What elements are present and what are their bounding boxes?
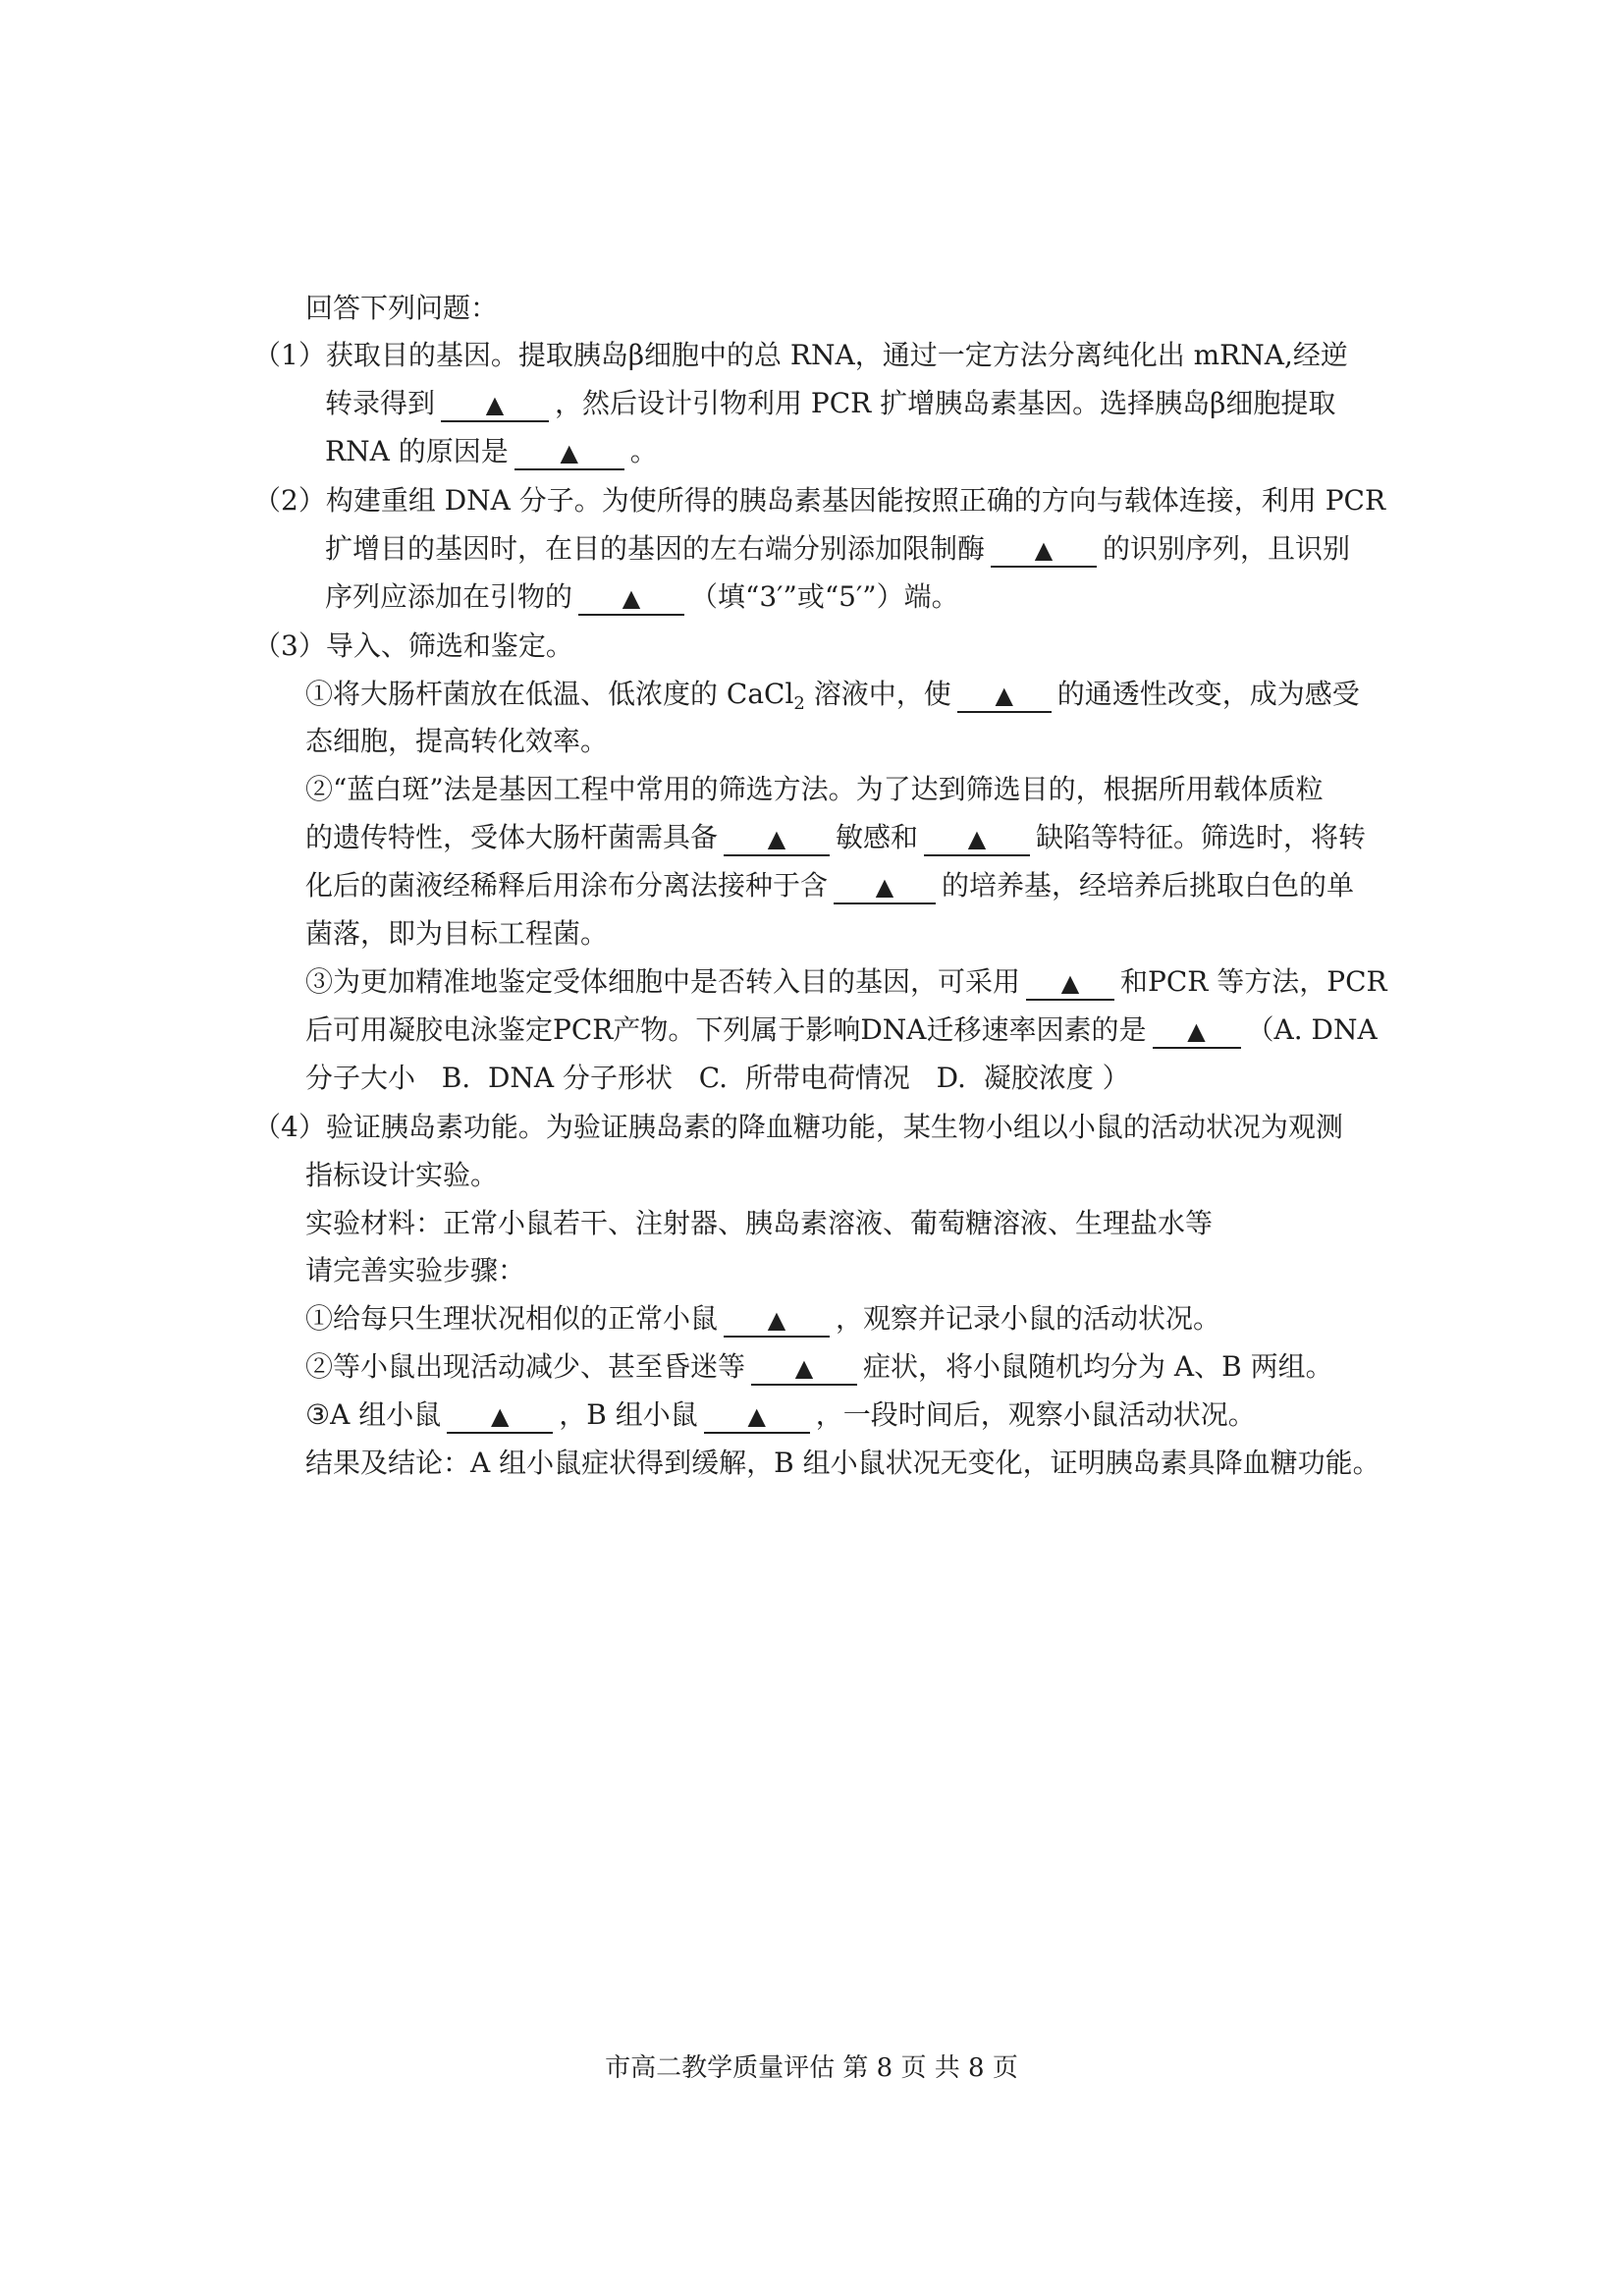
q1-text: 转录得到	[325, 387, 436, 419]
footer-text: 市高二教学质量评估 第 8 页 共 8 页	[605, 2053, 1018, 2083]
q3-text: ①将大肠杆菌放在低温、低浓度的 CaCl	[305, 678, 794, 710]
q4-text: ，观察并记录小鼠的活动状况。	[836, 1302, 1221, 1335]
q4-line-1	[253, 1108, 1343, 1147]
q4-text: 实验材料：正常小鼠若干、注射器、胰岛素溶液、葡萄糖溶液、生理盐水等	[305, 1207, 1214, 1239]
q3-text: 的通透性改变，成为感受	[1056, 678, 1360, 710]
answer-blank[interactable]	[578, 581, 684, 616]
answer-blank[interactable]	[441, 388, 549, 422]
answer-blank[interactable]	[447, 1399, 553, 1434]
q4-steps-title	[305, 1251, 525, 1290]
q1-line-3	[325, 432, 658, 471]
triangle-marker-icon: ▲	[622, 584, 641, 612]
q3-step1-line-2	[305, 722, 608, 761]
q1-text: RNA 的原因是	[325, 435, 509, 467]
q2-text: 扩增目的基因时，在目的基因的左右端分别添加限制酶	[325, 532, 986, 565]
answer-blank[interactable]	[1153, 1014, 1241, 1049]
triangle-marker-icon: ▲	[485, 391, 505, 418]
q4-materials	[305, 1204, 1213, 1243]
intro-text: 回答下列问题：	[305, 292, 499, 324]
q3-text: 后可用凝胶电泳鉴定PCR产物。下列属于影响DNA迁移速率因素的是	[305, 1013, 1147, 1046]
q3-text: 分子大小 B. DNA 分子形状 C. 所带电荷情况 D. 凝胶浓度 ）	[305, 1062, 1130, 1094]
answer-blank[interactable]	[724, 822, 830, 856]
q2-text: （填“3′”或“5′”）端。	[690, 580, 959, 613]
q2-line-3	[325, 577, 959, 617]
answer-blank[interactable]	[991, 533, 1097, 568]
answer-blank[interactable]	[1026, 966, 1114, 1001]
q3-step3-line-2	[305, 1011, 1378, 1050]
q4-text: 结果及结论：A 组小鼠症状得到缓解，B 组小鼠状况无变化，证明胰岛素具降血糖功能。	[305, 1447, 1380, 1479]
answer-blank[interactable]	[724, 1303, 830, 1338]
q3-step3-line-3	[305, 1059, 1130, 1098]
answer-blank[interactable]	[514, 436, 624, 470]
triangle-marker-icon: ▲	[491, 1402, 510, 1430]
q3-text: 和PCR 等方法，PCR	[1120, 965, 1387, 998]
q4-text: ，一段时间后，观察小鼠活动状况。	[815, 1398, 1256, 1431]
triangle-marker-icon: ▲	[875, 873, 894, 901]
q4-text: ，B 组小鼠	[559, 1398, 698, 1431]
q3-text: 态细胞，提高转化效率。	[305, 725, 609, 757]
q4-step-1	[305, 1299, 1220, 1339]
q4-step-3	[305, 1395, 1256, 1435]
q3-step2-line-1	[305, 770, 1324, 809]
q4-step-2	[305, 1347, 1333, 1387]
q4-text: ③A 组小鼠	[305, 1398, 442, 1431]
triangle-marker-icon: ▲	[794, 1354, 814, 1382]
q1-text: 。	[629, 435, 658, 467]
answer-blank[interactable]	[924, 822, 1030, 856]
q3-text: （3）导入、筛选和鉴定。	[253, 629, 573, 662]
triangle-marker-icon: ▲	[560, 439, 578, 466]
q3-step2-line-4	[305, 914, 608, 954]
triangle-marker-icon: ▲	[1060, 969, 1080, 997]
q1-line-1	[253, 336, 1348, 375]
q2-text: （2）构建重组 DNA 分子。为使所得的胰岛素基因能按照正确的方向与载体连接，利用 PCR	[253, 484, 1386, 517]
intro-line	[305, 289, 498, 328]
q3-text: ③为更加精准地鉴定受体细胞中是否转入目的基因，可采用	[305, 965, 1021, 998]
q4-text: 请完善实验步骤：	[305, 1254, 526, 1286]
triangle-marker-icon: ▲	[995, 682, 1013, 709]
triangle-marker-icon: ▲	[1034, 536, 1054, 564]
triangle-marker-icon: ▲	[767, 1306, 786, 1334]
q3-text: 的遗传特性，受体大肠杆菌需具备	[305, 821, 719, 853]
q1-line-2	[325, 384, 1335, 423]
q4-text: ②等小鼠出现活动减少、甚至昏迷等	[305, 1350, 746, 1383]
q1-text: （1）获取目的基因。提取胰岛β细胞中的总 RNA，通过一定方法分离纯化出 mRNA,经逆	[253, 339, 1348, 371]
answer-blank[interactable]	[957, 679, 1052, 713]
triangle-marker-icon: ▲	[1187, 1017, 1206, 1045]
q3-step2-line-3	[305, 866, 1354, 905]
q3-text: （A. DNA	[1246, 1013, 1378, 1046]
q3-text: 溶液中，使	[804, 678, 951, 710]
q4-text: 指标设计实验。	[305, 1159, 499, 1191]
q3-text: 菌落，即为目标工程菌。	[305, 917, 609, 950]
q3-step3-line-1	[305, 962, 1387, 1002]
q3-line-1	[253, 627, 573, 666]
q1-text: ，然后设计引物利用 PCR 扩增胰岛素基因。选择胰岛β细胞提取	[555, 387, 1336, 419]
q2-line-2	[325, 529, 1350, 569]
answer-blank[interactable]	[834, 870, 936, 904]
q4-result	[305, 1444, 1380, 1483]
q3-step2-line-2	[305, 818, 1366, 857]
q4-text: （4）验证胰岛素功能。为验证胰岛素的降血糖功能，某生物小组以小鼠的活动状况为观测	[253, 1111, 1343, 1143]
q3-text: 的培养基，经培养后挑取白色的单	[942, 869, 1355, 902]
answer-blank[interactable]	[704, 1399, 810, 1434]
subscript: 2	[793, 693, 805, 714]
q4-text: 症状，将小鼠随机均分为 A、B 两组。	[863, 1350, 1333, 1383]
q3-text: 缺陷等特征。筛选时，将转	[1036, 821, 1367, 853]
q2-text: 的识别序列，且识别	[1103, 532, 1351, 565]
q4-line-2	[305, 1156, 498, 1195]
q3-text: ②“蓝白斑”法是基因工程中常用的筛选方法。为了达到筛选目的，根据所用载体质粒	[305, 773, 1324, 805]
q2-text: 序列应添加在引物的	[325, 580, 573, 613]
q3-text: 敏感和	[836, 821, 919, 853]
q2-line-1	[253, 481, 1385, 520]
q3-step1-line-1	[305, 675, 1360, 714]
answer-blank[interactable]	[751, 1351, 857, 1386]
page-footer	[0, 2050, 1623, 2086]
q3-text: 化后的菌液经稀释后用涂布分离法接种于含	[305, 869, 829, 902]
triangle-marker-icon: ▲	[747, 1402, 766, 1430]
triangle-marker-icon: ▲	[967, 825, 987, 852]
q4-text: ①给每只生理状况相似的正常小鼠	[305, 1302, 719, 1335]
triangle-marker-icon: ▲	[767, 825, 786, 852]
